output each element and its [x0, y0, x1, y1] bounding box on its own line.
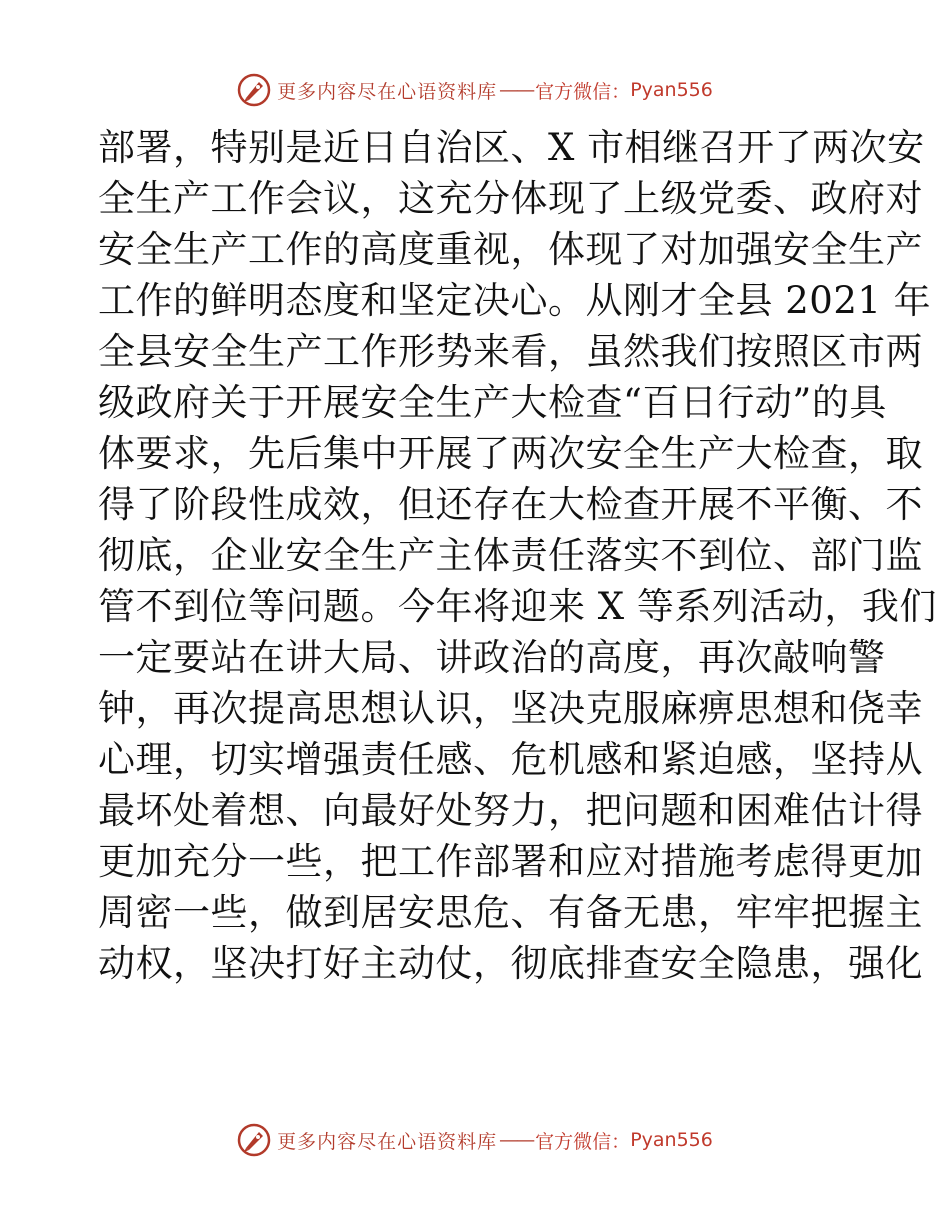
- footer-watermark: [0, 1120, 950, 1160]
- document-body: [98, 122, 937, 989]
- body-line: 全县安全生产工作形势来看，虽然我们按照区市两: [98, 330, 923, 373]
- body-line: 体要求，先后集中开展了两次安全生产大检查，取: [98, 432, 923, 475]
- pen-nib-logo-icon: [237, 73, 271, 107]
- body-line: 最坏处着想、向最好处努力，把问题和困难估计得: [98, 789, 923, 832]
- header-watermark: [0, 70, 950, 110]
- footer-wechat-account: Pyan556: [630, 1129, 713, 1151]
- body-line: 一定要站在讲大局、讲政治的高度，再次敲响警: [98, 636, 886, 679]
- body-line: 心理，切实增强责任感、危机感和紧迫感，坚持从: [98, 738, 923, 781]
- header-wechat-account: Pyan556: [630, 79, 713, 101]
- header-brand-text: 更多内容尽在心语资料库: [277, 80, 498, 103]
- body-line: 周密一些，做到居安思危、有备无患，牢牢把握主: [98, 891, 923, 934]
- body-line: 管不到位等问题。今年将迎来 X 等系列活动，我们: [98, 585, 937, 628]
- body-line: 得了阶段性成效，但还存在大检查开展不平衡、不: [98, 483, 923, 526]
- body-line: 部署，特别是近日自治区、X 市相继召开了两次安: [98, 126, 925, 169]
- header-separator: ——: [499, 79, 534, 101]
- body-line: 钟，再次提高思想认识，坚决克服麻痹思想和侥幸: [98, 687, 923, 730]
- body-line: 动权，坚决打好主动仗，彻底排查安全隐患，强化: [98, 942, 923, 985]
- header-wechat-label: 官方微信：: [535, 80, 631, 103]
- body-line: 彻底，企业安全生产主体责任落实不到位、部门监: [98, 534, 923, 577]
- footer-brand-text: 更多内容尽在心语资料库: [277, 1130, 498, 1153]
- pen-nib-logo-icon: [237, 1123, 271, 1157]
- body-line: 级政府关于开展安全生产大检查“百日行动”的具: [98, 381, 887, 424]
- body-line: 工作的鲜明态度和坚定决心。从刚才全县 2021 年: [98, 279, 932, 322]
- footer-wechat-label: 官方微信：: [535, 1130, 631, 1153]
- body-line: 安全生产工作的高度重视，体现了对加强安全生产: [98, 228, 923, 271]
- body-line: 更加充分一些，把工作部署和应对措施考虑得更加: [98, 840, 923, 883]
- footer-separator: ——: [499, 1129, 534, 1151]
- body-line: 全生产工作会议，这充分体现了上级党委、政府对: [98, 177, 923, 220]
